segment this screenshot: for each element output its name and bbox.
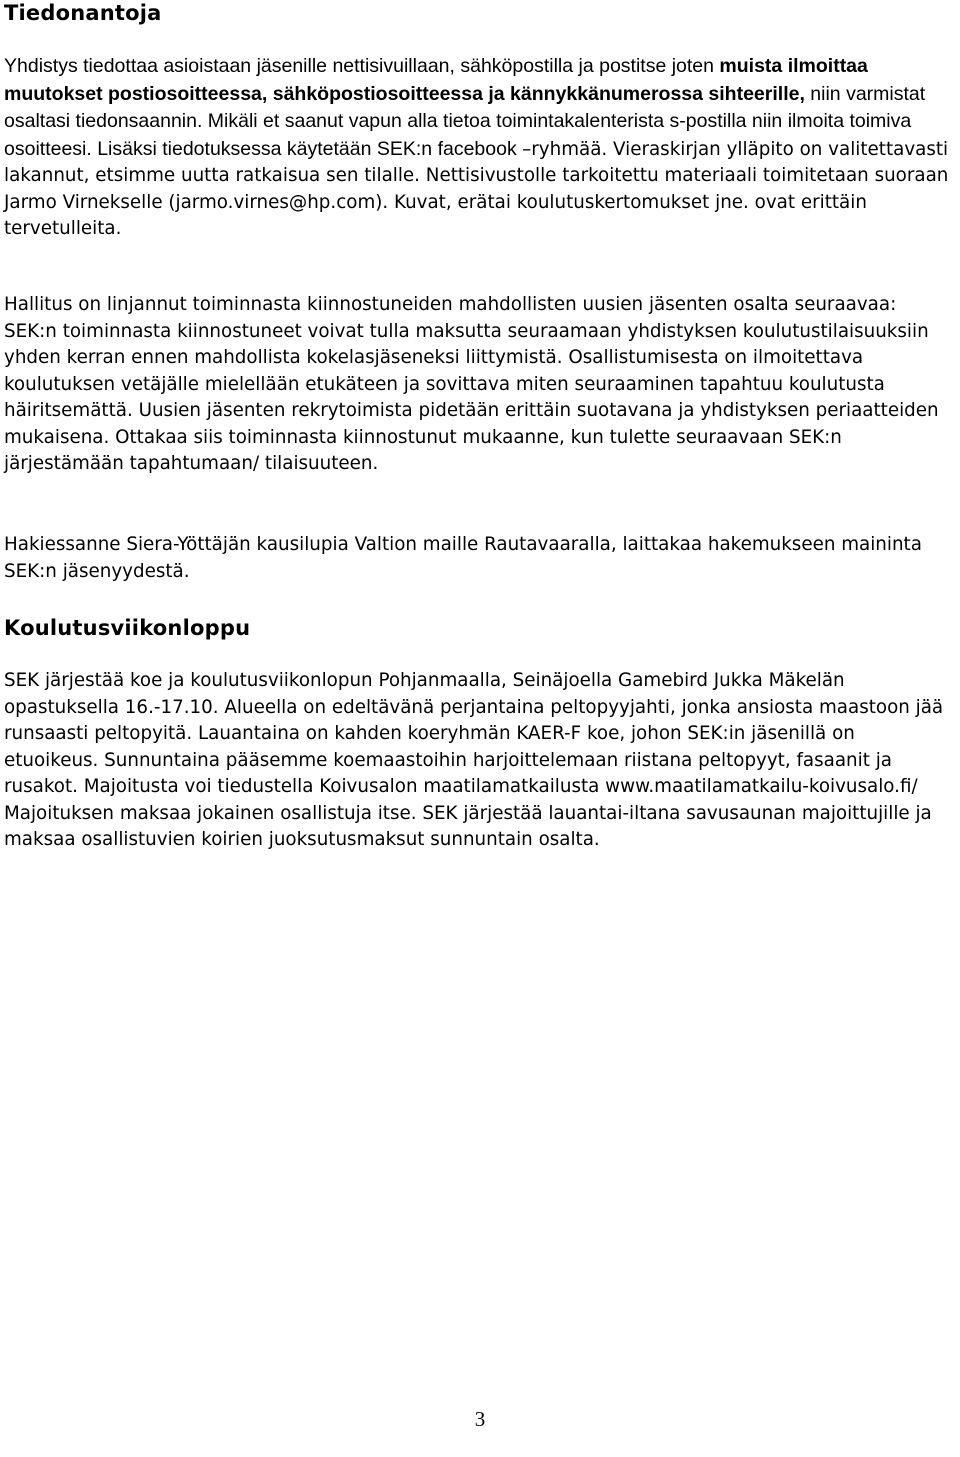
paragraph-hallitus: Hallitus on linjannut toiminnasta kiinnostuneiden mahdollisten uusien jäsenten osalta seuraavaa: SEK:n toiminnasta kiinnostuneet voivat tulla maksutta seuraamaan yhdistyksen koulutustilaisuuksiin yhden kerran ennen mahdollista kokelasjäseneksi liittymistä. Osallistumisesta on ilmoitettava koulutuksen vetäjälle mielellään etukäteen ja sovittava miten seuraaminen tapahtuu koulutusta häiritsemättä. Uusien jäsenten rekrytoimista pidetään erittäin suotavana ja yhdistyksen periaatteiden mukaisena. Ottakaa siis toiminnasta kiinnostunut mukaanne, kun tulette seuraavaan SEK:n järjestämään tapahtumaan/ tilaisuuteen. (4, 294, 939, 474)
paragraph-koulutus: SEK järjestää koe ja koulutusviikonlopun Pohjanmaalla, Seinäjoella Gamebird Jukka Mäkelän opastuksella 16.-17.10. Alueella on edeltävänä perjantaina peltopyyjahti, jonka ansiosta maastoon jää runsaasti peltopyitä. Lauantaina on kahden koeryhmän KAER-F koe, johon SEK:in jäsenillä on etuoikeus. Sunnuntaina pääsemme koemaastoihin harjoittelemaan riistana peltopyyt, fasaanit ja rusakot. Majoitusta voi tiedustella Koivusalon maatilamatkailusta www.maatilamatkailu-koivusalo.fi/ Majoituksen maksaa jokainen osallistuja itse. SEK järjestää lauantai-iltana savusaunan majoittujille ja maksaa osallistuvien koirien juoksutusmaksut sunnuntain osalta. (4, 670, 944, 850)
section-heading-koulutusviikonloppu: Koulutusviikonloppu (4, 616, 251, 640)
bold-run: muista ilmoittaa muutokset postiosoitteessa, sähköpostiosoitteessa ja kännykkänumerossa sihteerille, (4, 55, 868, 105)
section-heading-tiedonantoja: Tiedonantoja (4, 1, 162, 25)
page-number: 3 (474, 1407, 486, 1431)
paragraph-run: niin varmistat osaltasi tiedonsaannin. Mikäli et saanut vapun alla tietoa toimintakalenterista s-postilla niin ilmoita toimiva osoitteesi. Lisäksi tiedotuksessa käytetään SEK:n facebook (4, 82, 926, 160)
paragraph-tiedotus (4, 53, 954, 243)
paragraph-run: Yhdistys tiedottaa asioistaan jäsenille nettisivuillaan, sähköpostilla ja postitse joten (4, 55, 720, 77)
paragraph-run: –ryhmää. Vieraskirjan ylläpito on valitettavasti lakannut, etsimme uutta ratkaisua sen tilalle. Nettisivustolle tarkoitettu materiaali toimitetaan suoraan Jarmo Virnekselle (jarmo.virnes@hp.com). Kuvat, erätai koulutuskertomukset jne. ovat erittäin tervetulleita. (4, 138, 949, 239)
paragraph-kausiluvat: Hakiessanne Siera-Yöttäjän kausilupia Valtion maille Rautavaaralla, laittakaa hakemukseen maininta SEK:n jäsenyydestä. (4, 534, 922, 582)
